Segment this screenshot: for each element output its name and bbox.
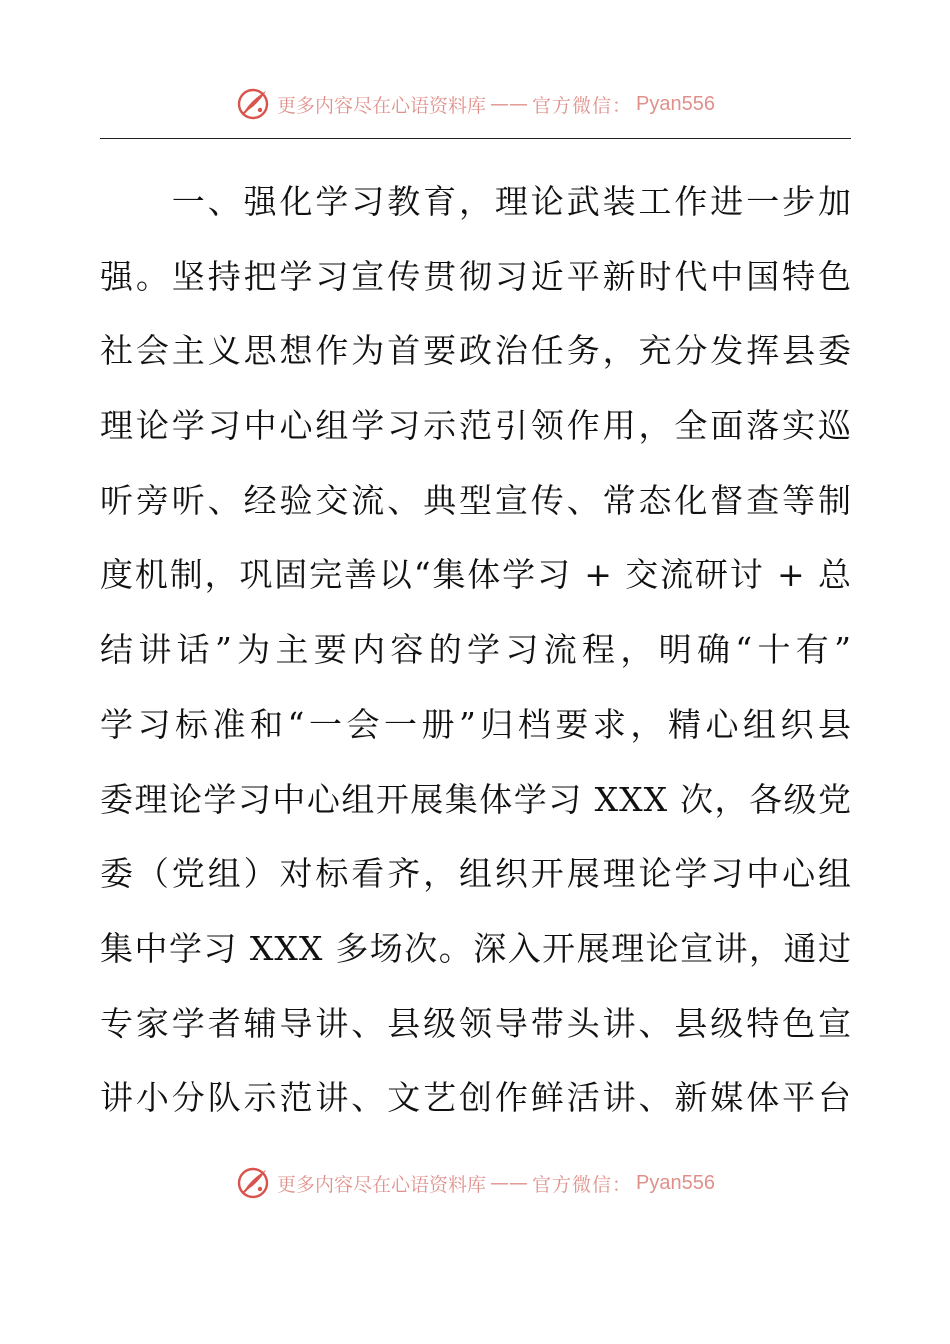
paragraph-line: 委理论学习中心组开展集体学习 XXX 次，各级党 [100,779,852,819]
footer-dash: —— [490,1172,529,1194]
footer-wechat-id: Pyan556 [636,1171,715,1194]
header-wechat-label: 官方微信： [532,94,633,117]
paragraph-line: 学习标准和“一会一册”归档要求，精心组织县 [100,704,852,744]
paragraph-line: 集中学习 XXX 多场次。深入开展理论宣讲，通过 [100,928,852,968]
header-slogan: 更多内容尽在心语资料库 [277,94,487,117]
paragraph-line: 度机制，巩固完善以“集体学习 + 交流研讨 + 总 [100,555,852,595]
paragraph-line: 讲小分队示范讲、文艺创作鲜活讲、新媒体平台 [100,1078,852,1118]
paragraph-line: 社会主义思想作为首要政治任务，充分发挥县委 [100,331,852,371]
paragraph-line: 理论学习中心组学习示范引领作用，全面落实巡 [100,406,852,446]
paragraph-line: 听旁听、经验交流、典型宣传、常态化督查等制 [100,480,852,520]
body-paragraph [100,170,852,1141]
footer-watermark [0,1163,950,1203]
paragraph-line: 一、强化学习教育，理论武装工作进一步加 [100,182,852,221]
paragraph-line: 结讲话”为主要内容的学习流程，明确“十有” [100,630,852,670]
header-watermark [0,84,950,124]
paragraph-line: 专家学者辅导讲、县级领导带头讲、县级特色宣 [100,1003,852,1043]
quill-logo-icon [235,1165,271,1201]
header-dash: —— [490,93,529,115]
footer-wechat-label: 官方微信： [532,1173,633,1196]
paragraph-line: 强。坚持把学习宣传贯彻习近平新时代中国特色 [100,256,852,296]
header-divider [100,138,851,139]
paragraph-line: 委（党组）对标看齐，组织开展理论学习中心组 [100,854,852,894]
header-wechat-id: Pyan556 [636,92,715,115]
quill-logo-icon [235,86,271,122]
footer-slogan: 更多内容尽在心语资料库 [277,1173,487,1196]
